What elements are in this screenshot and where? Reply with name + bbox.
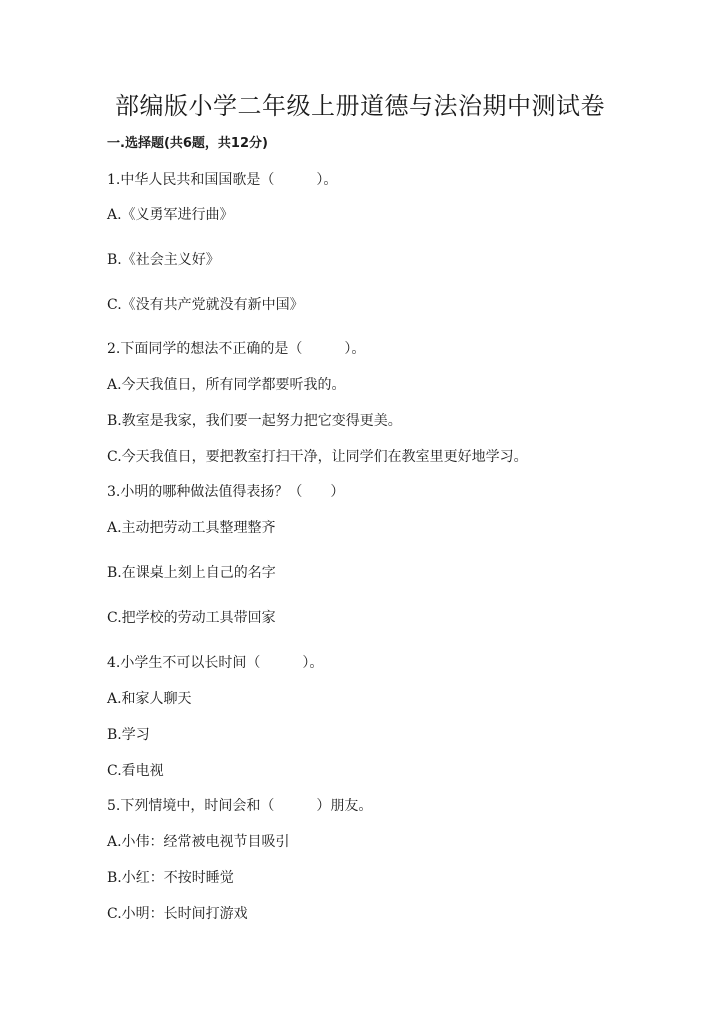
q3-option-c: C.把学校的劳动工具带回家 xyxy=(107,610,276,626)
q5-option-b: B.小红：不按时睡觉 xyxy=(107,870,234,886)
q5-option-a: A.小伟：经常被电视节目吸引 xyxy=(107,834,290,850)
q3-option-a: A.主动把劳动工具整理整齐 xyxy=(107,520,276,536)
question-stem-1: 1.中华人民共和国国歌是（ ）。 xyxy=(107,172,338,188)
q4-option-b: B.学习 xyxy=(107,727,150,743)
section-heading: 一.选择题(共6题，共12分) xyxy=(107,136,268,151)
question-stem-4: 4.小学生不可以长时间（ ）。 xyxy=(107,655,324,671)
question-stem-2: 2.下面同学的想法不正确的是（ ）。 xyxy=(107,341,366,357)
page-title: 部编版小学二年级上册道德与法治期中测试卷 xyxy=(115,92,605,120)
q2-option-c: C.今天我值日，要把教室打扫干净，让同学们在教室里更好地学习。 xyxy=(107,449,528,465)
q1-option-b: B.《社会主义好》 xyxy=(107,252,220,268)
q4-option-c: C.看电视 xyxy=(107,763,164,779)
q2-option-b: B.教室是我家，我们要一起努力把它变得更美。 xyxy=(107,413,402,429)
question-stem-3: 3.小明的哪种做法值得表扬？（ ） xyxy=(107,484,345,500)
q2-option-a: A.今天我值日，所有同学都要听我的。 xyxy=(107,377,346,393)
q3-option-b: B.在课桌上刻上自己的名字 xyxy=(107,565,276,581)
q5-option-c: C.小明：长时间打游戏 xyxy=(107,906,248,922)
q1-option-a: A.《义勇军进行曲》 xyxy=(107,207,234,223)
q1-option-c: C.《没有共产党就没有新中国》 xyxy=(107,297,304,313)
q4-option-a: A.和家人聊天 xyxy=(107,691,192,707)
question-stem-5: 5.下列情境中，时间会和（ ）朋友。 xyxy=(107,798,373,814)
